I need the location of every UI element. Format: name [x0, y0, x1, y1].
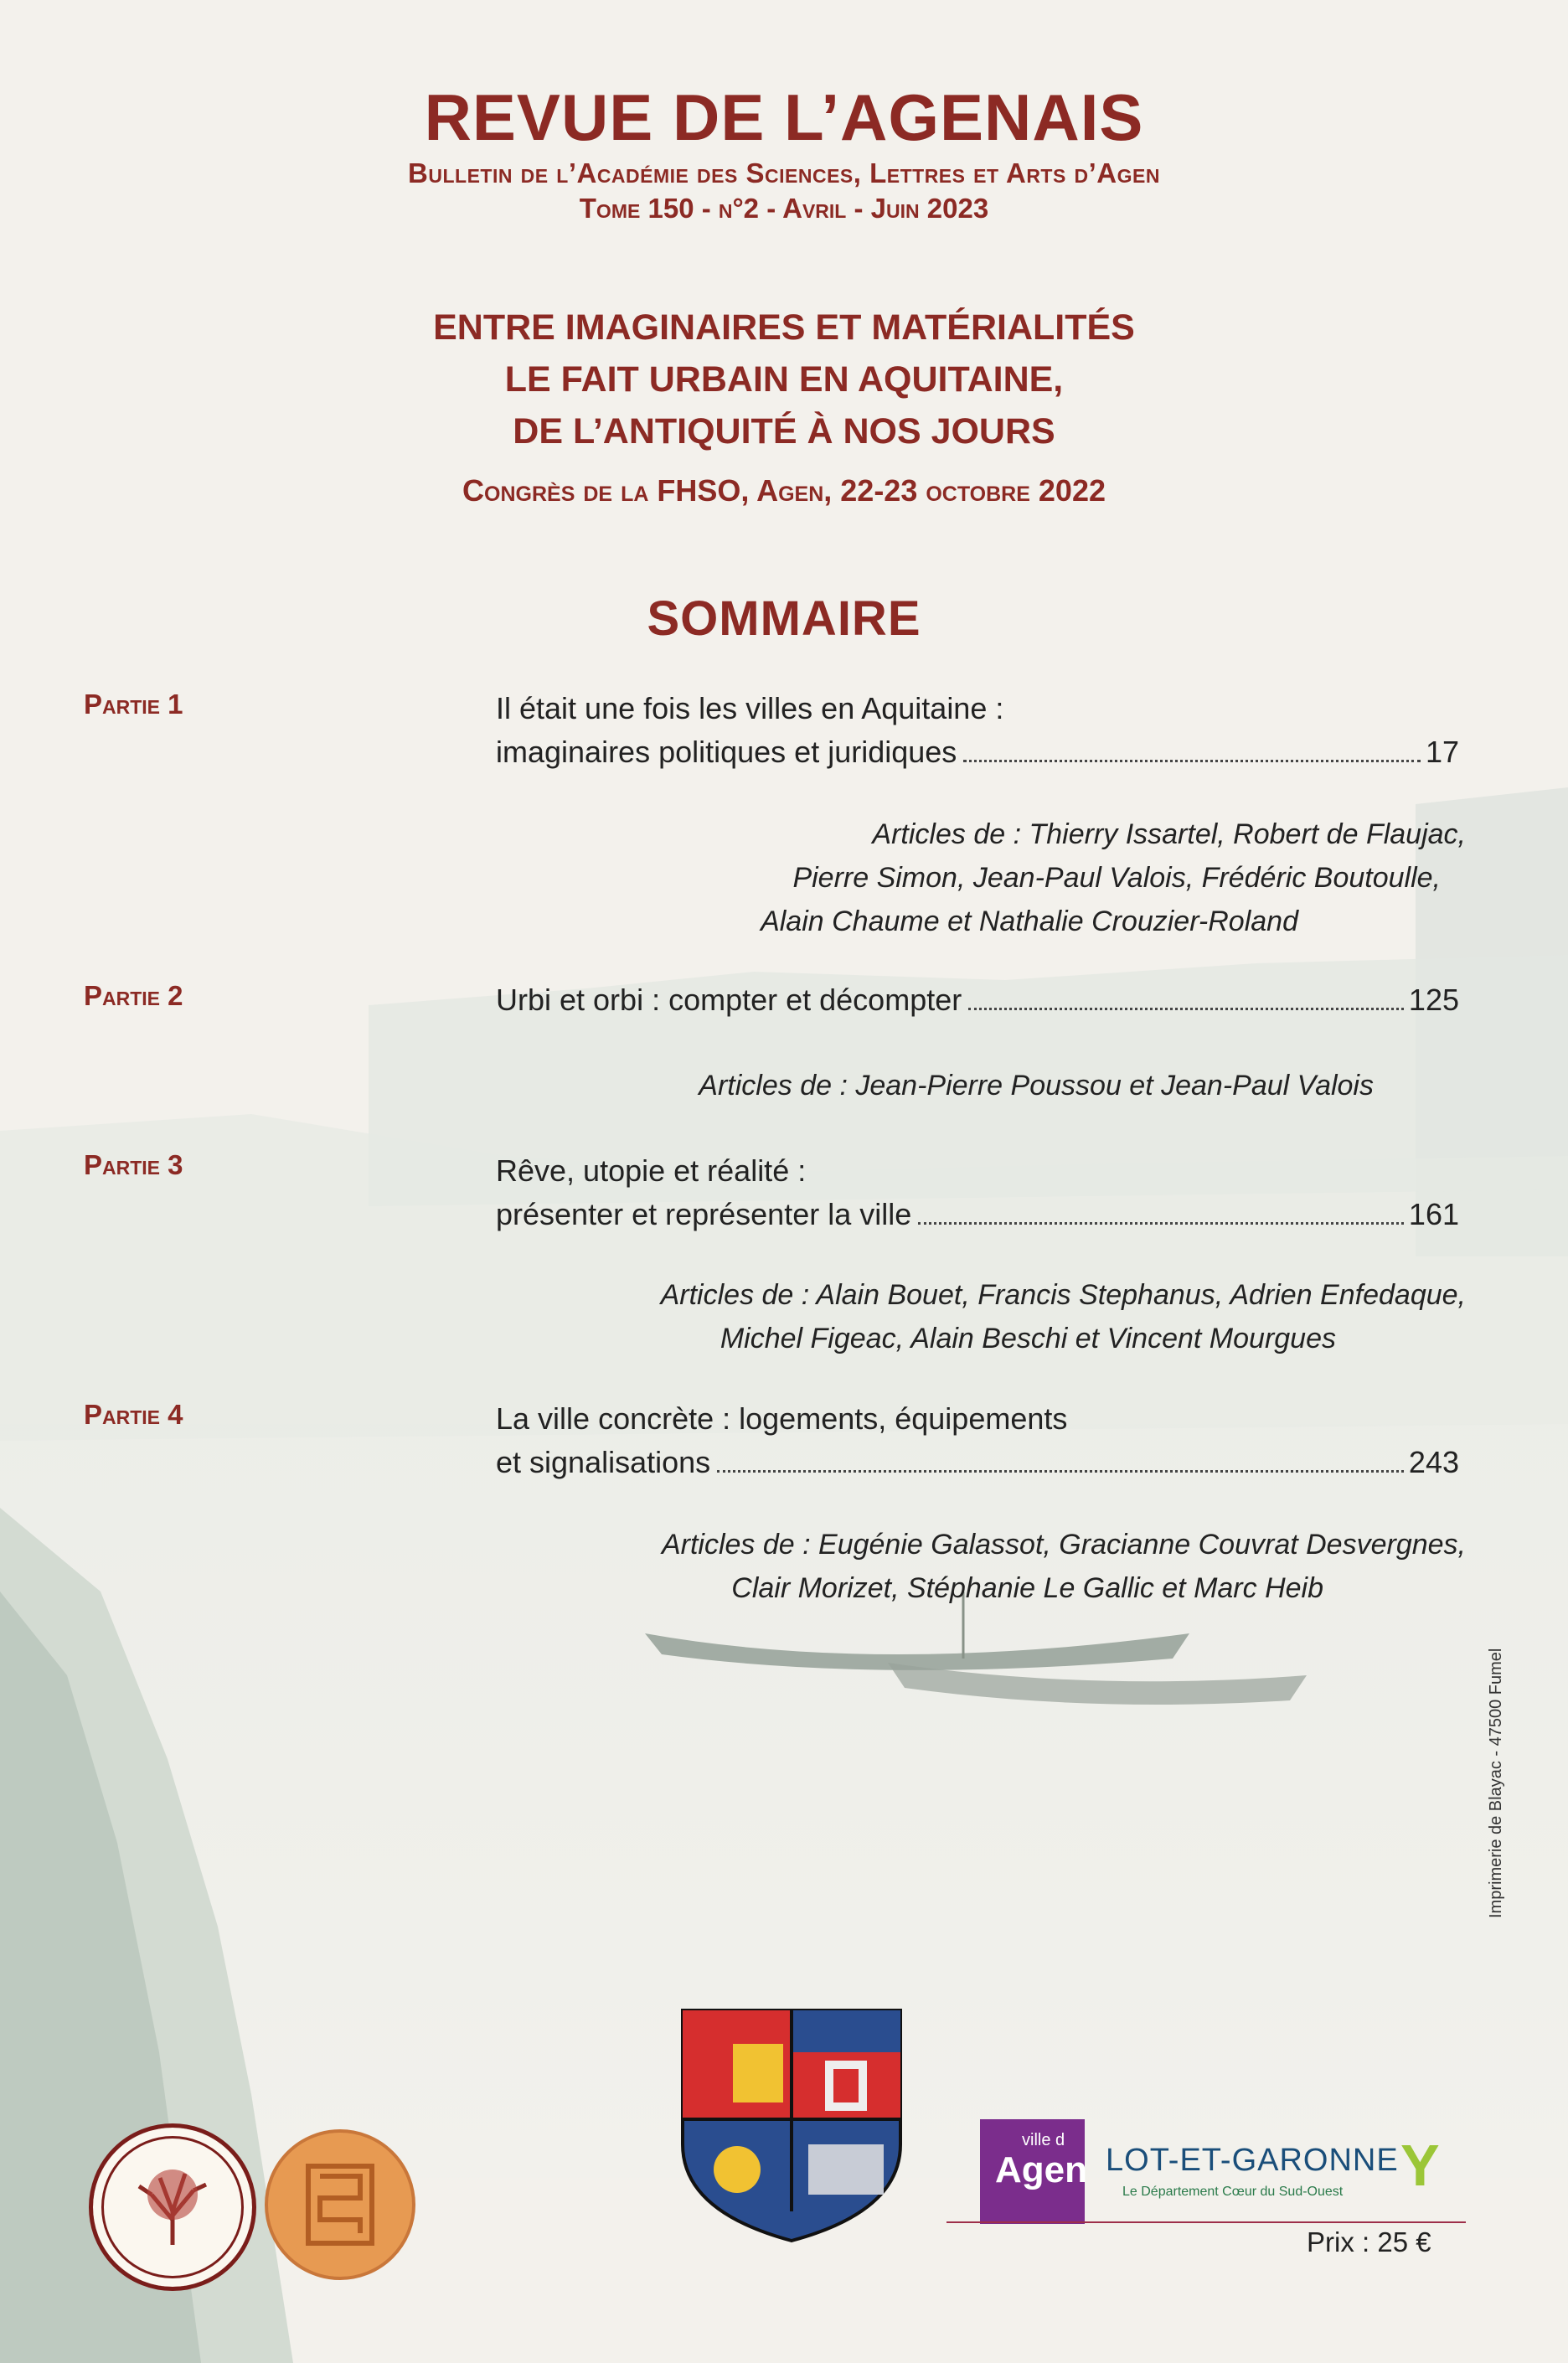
part-1-authors-line-2: Pierre Simon, Jean-Paul Valois, Frédéric Boutoulle,: [792, 862, 1441, 894]
fhso-logo: [265, 2129, 415, 2280]
agen-logo: [980, 2119, 1085, 2224]
part-4-title-line-1: La ville concrète : logements, équipements: [496, 1401, 1068, 1436]
part-1-authors-line-3: Alain Chaume et Nathalie Crouzier-Roland: [761, 905, 1298, 937]
part-4-authors-line-2: Clair Morizet, Stéphanie Le Gallic et Marc Heib: [731, 1572, 1323, 1604]
theme-line-2: LE FAIT URBAIN EN AQUITAINE,: [504, 359, 1064, 400]
part-1-label: Partie 1: [84, 689, 183, 720]
part-4-label: Partie 4: [84, 1399, 183, 1430]
part-3-authors-line-1: Articles de : Alain Bouet, Francis Stephanus, Adrien Enfedaque,: [660, 1279, 1466, 1311]
journal-subtitle: Bulletin de l’Académie des Sciences, Lettres et Arts d’Agen: [408, 157, 1160, 188]
part-2-authors: [0, 1064, 1466, 1107]
maze-icon: [268, 2133, 412, 2277]
part-1-page: 17: [1425, 735, 1459, 769]
part-4-authors: [0, 1523, 1466, 1610]
theme-line-1: ENTRE IMAGINAIRES ET MATÉRIALITÉS: [433, 307, 1135, 348]
coat-of-arms-logo: [674, 2002, 909, 2245]
part-2-title-line-1: Urbi et orbi : compter et décompter: [496, 983, 962, 1017]
part-3-title: [496, 1149, 1459, 1236]
leader-dots: [963, 759, 1421, 762]
part-3-authors-line-2: Michel Figeac, Alain Beschi et Vincent Mourgues: [720, 1323, 1336, 1354]
issue-line: Tome 150 - n°2 - Avril - Juin 2023: [579, 193, 989, 224]
part-4-authors-line-1: Articles de : Eugénie Galassot, Gracianne Couvrat Desvergnes,: [661, 1529, 1466, 1561]
price: Prix : 25 €: [1307, 2226, 1431, 2257]
agen-logo-big: Agen: [995, 2149, 1087, 2190]
part-1-authors: [0, 813, 1466, 943]
lot-et-garonne-y-icon: Y: [1400, 2133, 1440, 2198]
congress-line: Congrès de la FHSO, Agen, 22-23 octobre 2022: [462, 473, 1106, 508]
part-3-title-line-1: Rêve, utopie et réalité :: [496, 1153, 807, 1188]
tree-icon: [93, 2128, 252, 2287]
part-3-label: Partie 3: [84, 1149, 183, 1180]
lot-et-garonne-logo: LOT-ET-GARONNE: [1106, 2143, 1399, 2178]
part-4-page: 243: [1408, 1445, 1459, 1479]
issue-theme: [0, 302, 1568, 457]
part-4-title-line-2: et signalisations: [496, 1445, 711, 1479]
part-3-authors: [0, 1273, 1466, 1360]
academy-seal-logo: [89, 2123, 256, 2291]
price-divider: [946, 2221, 1466, 2223]
part-3-title-line-2: présenter et représenter la ville: [496, 1197, 912, 1231]
part-2-title: [496, 978, 1459, 1022]
agen-logo-small: ville d: [1022, 2131, 1065, 2149]
part-1-authors-line-1: Articles de : Thierry Issartel, Robert de Flaujac,: [872, 818, 1466, 850]
part-1-title: [496, 687, 1459, 774]
part-2-label: Partie 2: [84, 980, 183, 1011]
lot-et-garonne-tagline: Le Département Cœur du Sud-Ouest: [1122, 2185, 1344, 2199]
sommaire-heading: SOMMAIRE: [647, 591, 921, 646]
theme-line-3: DE L’ANTIQUITÉ À NOS JOURS: [513, 411, 1055, 451]
part-2-authors-line-1: Articles de : Jean-Pierre Poussou et Jean-Paul Valois: [699, 1070, 1374, 1102]
leader-dots: [918, 1221, 1404, 1225]
journal-title: REVUE DE L’AGENAIS: [424, 80, 1144, 154]
part-2-page: 125: [1408, 983, 1459, 1017]
part-1-title-line-1: Il était une fois les villes en Aquitaine :: [496, 691, 1004, 725]
printer-note: Imprimerie de Blayac - 47500 Fumel: [1487, 1648, 1505, 1918]
leader-dots: [968, 1007, 1404, 1010]
part-4-title: [496, 1397, 1459, 1484]
part-3-page: 161: [1408, 1197, 1459, 1231]
part-1-title-line-2: imaginaires politiques et juridiques: [496, 735, 957, 769]
leader-dots: [717, 1469, 1404, 1473]
